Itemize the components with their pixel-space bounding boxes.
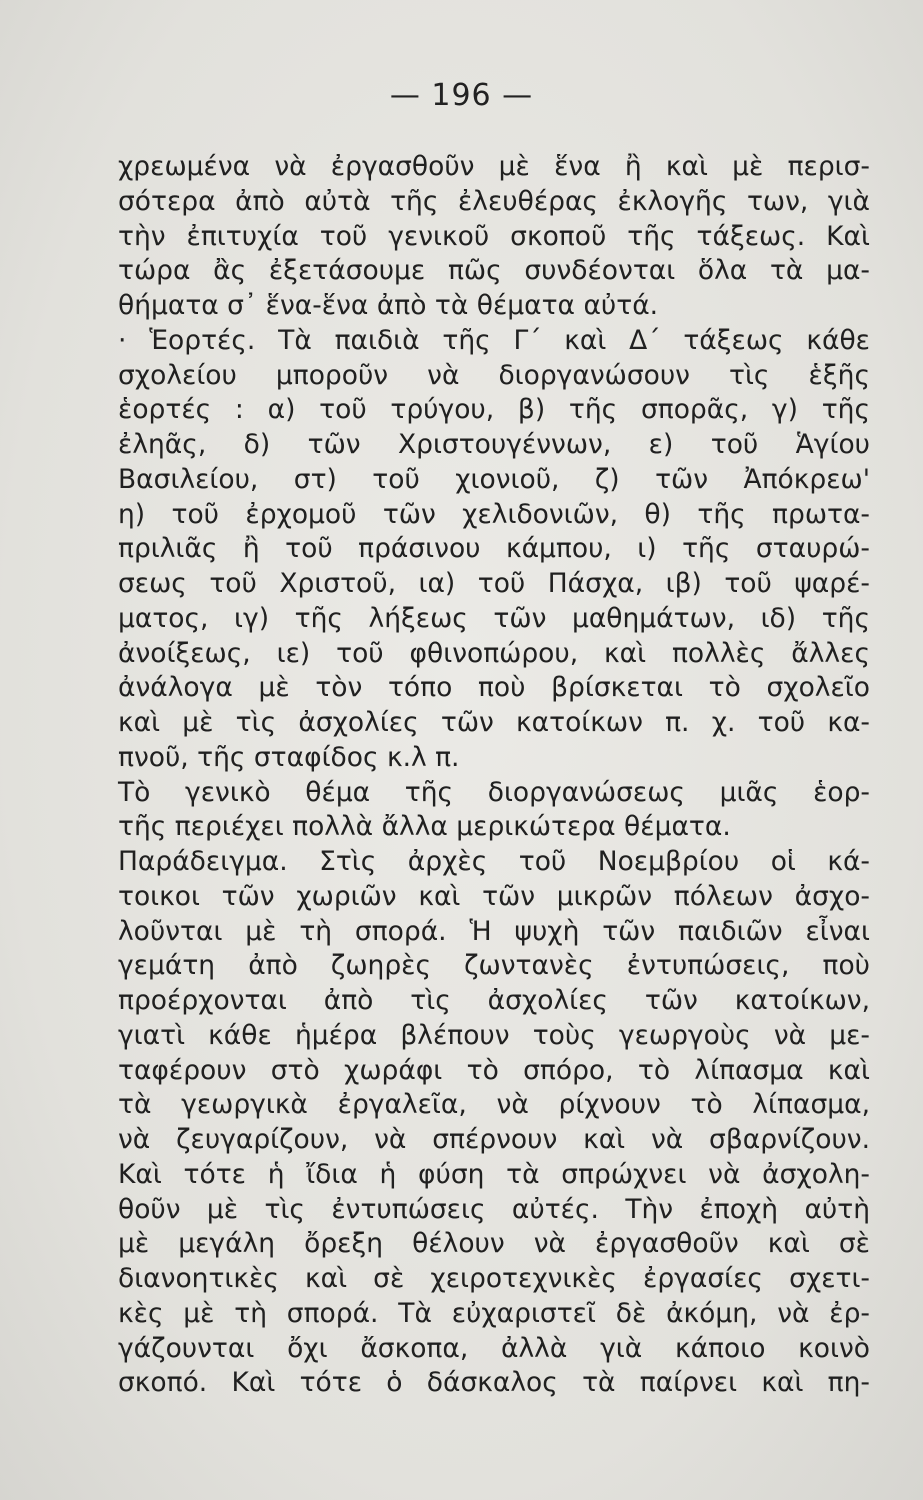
- text-line: ἑορτές : α) τοῦ τρύγου, β) τῆς σπορᾶς, γ) τῆς: [118, 394, 870, 426]
- text-line: τώρα ἂς ἐξετάσουμε πῶς συνδέονται ὅλα τὰ μα-: [118, 255, 870, 287]
- text-line: Βασιλείου, στ) τοῦ χιονιοῦ, ζ) τῶν Ἀπόκρεω': [118, 463, 870, 495]
- text-line: Καὶ τότε ἡ ἴδια ἡ φύση τὰ σπρώχνει νὰ ἀσχολη-: [118, 1158, 870, 1190]
- body-text: [118, 150, 870, 1401]
- text-line: σότερα ἀπὸ αὐτὰ τῆς ἐλευθέρας ἐκλογῆς των, γιὰ: [118, 185, 870, 217]
- text-line: · Ἑορτές. Τὰ παιδιὰ τῆς Γ΄ καὶ Δ΄ τάξεως κάθε: [118, 324, 870, 356]
- text-line: ἀνάλογα μὲ τὸν τόπο ποὺ βρίσκεται τὸ σχολεῖο: [118, 672, 870, 704]
- text-line: τὰ γεωργικὰ ἐργαλεῖα, νὰ ρίχνουν τὸ λίπασμα,: [118, 1089, 870, 1121]
- text-line: χρεωμένα νὰ ἐργασθοῦν μὲ ἕνα ἢ καὶ μὲ περισ-: [118, 151, 870, 182]
- text-line: κὲς μὲ τὴ σπορά. Τὰ εὐχαριστεῖ δὲ ἀκόμη, νὰ ἐρ-: [118, 1297, 870, 1329]
- text-line: θήματα σ᾽ ἕνα-ἕνα ἀπὸ τὰ θέματα αὐτά.: [118, 290, 659, 321]
- text-line: γεμάτη ἀπὸ ζωηρὲς ζωντανὲς ἐντυπώσεις, ποὺ: [118, 950, 870, 982]
- text-line: ἐληᾶς, δ) τῶν Χριστουγέννων, ε) τοῦ Ἁγίου: [118, 429, 870, 460]
- text-line: γιατὶ κάθε ἡμέρα βλέπουν τοὺς γεωργοὺς νὰ με-: [118, 1019, 870, 1051]
- text-line: τοικοι τῶν χωριῶν καὶ τῶν μικρῶν πόλεων ἀσχο-: [118, 880, 870, 912]
- text-line: σκοπό. Καὶ τότε ὁ δάσκαλος τὰ παίρνει καὶ πη-: [118, 1367, 870, 1399]
- text-line: λοῦνται μὲ τὴ σπορά. Ἡ ψυχὴ τῶν παιδιῶν εἶναι: [118, 915, 870, 947]
- text-line: η) τοῦ ἐρχομοῦ τῶν χελιδονιῶν, θ) τῆς πρωτα-: [118, 498, 870, 530]
- text-line: προέρχονται ἀπὸ τὶς ἀσχολίες τῶν κατοίκων,: [118, 985, 870, 1016]
- text-line: σχολείου μποροῦν νὰ διοργανώσουν τὶς ἑξῆς: [118, 359, 870, 391]
- text-line: πνοῦ, τῆς σταφίδος κ.λ π.: [118, 741, 460, 773]
- text-line: γάζουνται ὄχι ἄσκοπα, ἀλλὰ γιὰ κάποιο κοινὸ: [118, 1332, 870, 1364]
- text-line: πριλιᾶς ἢ τοῦ πράσινου κάμπου, ι) τῆς σταυρώ-: [118, 533, 870, 565]
- text-line: τὴν ἐπιτυχία τοῦ γενικοῦ σκοποῦ τῆς τάξεως. Καὶ: [118, 220, 870, 252]
- text-line: διανοητικὲς καὶ σὲ χειροτεχνικὲς ἐργασίες σχετι-: [118, 1263, 870, 1294]
- text-line: σεως τοῦ Χριστοῦ, ια) τοῦ Πάσχα, ιβ) τοῦ ψαρέ-: [118, 568, 870, 599]
- text-line: Παράδειγμα. Στὶς ἀρχὲς τοῦ Νοεμβρίου οἱ κά-: [118, 846, 870, 877]
- text-line: θοῦν μὲ τὶς ἐντυπώσεις αὐτές. Τὴν ἐποχὴ αὐτὴ: [118, 1193, 870, 1225]
- text-line: Τὸ γενικὸ θέμα τῆς διοργανώσεως μιᾶς ἑορ-: [118, 776, 870, 808]
- text-line: ἀνοίξεως, ιε) τοῦ φθινοπώρου, καὶ πολλὲς ἄλλες: [118, 637, 870, 669]
- page-number: — 196 —: [389, 78, 534, 113]
- text-line: ταφέρουν στὸ χωράφι τὸ σπόρο, τὸ λίπασμα καὶ: [118, 1054, 870, 1086]
- text-line: ματος, ιγ) τῆς λήξεως τῶν μαθημάτων, ιδ) τῆς: [118, 602, 870, 634]
- text-line: τῆς περιέχει πολλὰ ἄλλα μερικώτερα θέματα.: [118, 811, 731, 843]
- text-line: νὰ ζευγαρίζουν, νὰ σπέρνουν καὶ νὰ σβαρνίζουν.: [118, 1124, 870, 1155]
- text-line: μὲ μεγάλη ὄρεξη θέλουν νὰ ἐργασθοῦν καὶ σὲ: [118, 1228, 870, 1260]
- text-line: καὶ μὲ τὶς ἀσχολίες τῶν κατοίκων π. χ. τοῦ κα-: [118, 707, 870, 738]
